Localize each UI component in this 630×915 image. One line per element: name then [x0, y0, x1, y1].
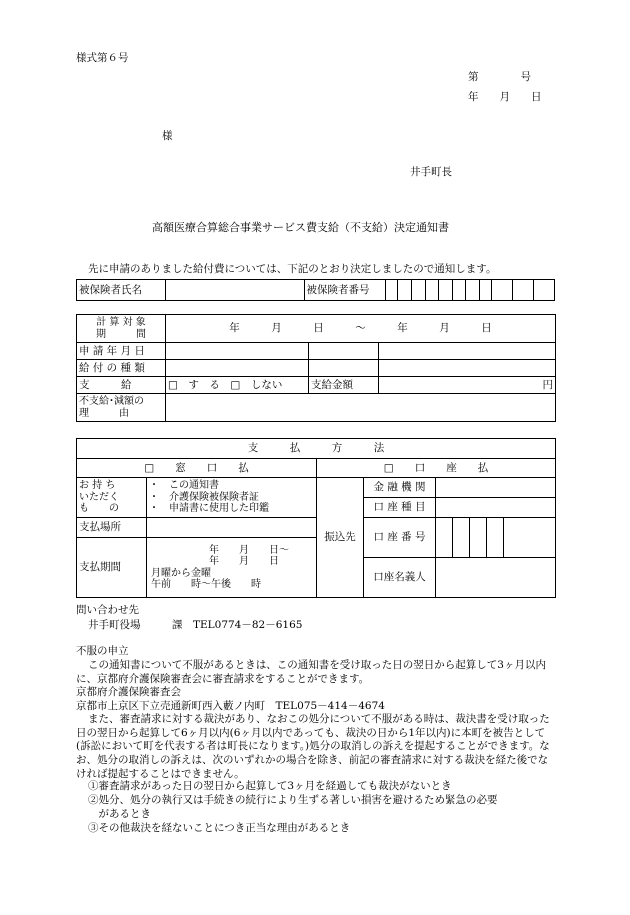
account-type-field: [436, 498, 556, 518]
account-number-digit: [470, 518, 487, 558]
account-number-label: 口 座 番 号: [364, 518, 436, 558]
reason-field: [166, 394, 556, 422]
payment-place-label: 支払場所: [77, 518, 147, 538]
benefit-type-field: [166, 360, 309, 377]
insured-number-digit: [452, 280, 466, 301]
payment-method-header: 支 払 方 法: [77, 439, 556, 459]
payment-amount-value: 円: [379, 377, 556, 394]
appeal-heading: 不服の申立: [76, 645, 129, 657]
reason-label-line1: 不支給･減額の: [79, 396, 144, 407]
payment-period-label: 支払期間: [77, 538, 147, 598]
payment-amount-label: 支給金額: [309, 377, 379, 394]
contact-label: 問い合わせ先: [76, 604, 139, 616]
benefit-type-field-3: [379, 360, 556, 377]
apply-date-field-2: [309, 343, 379, 360]
bring-item: ・ 申請書に使用した印鑑: [149, 503, 269, 515]
appeal-item-2: ②処分、処分の執行又は手続きの続行により生ずる著しい損害を避けるため緊急の必要: [88, 794, 498, 806]
bring-items-list: [147, 478, 317, 518]
appeal-paragraph-2: また、審査請求に対する裁決があり、なおこの処分について不服がある時は、裁決書を受け取った日の翌日から起算して6ヶ月以内(6ヶ月以内であっても、裁決の日から1年以内)に本町を被告として(訴訟において町を代表する者は町長になります。)処分の取消しの訴えを提起することができます。なお、処分の取消しの訴えは、次のいずれかの場合を除き、前記の審査請求に対する裁決を経た後でなければ提起することはできません。: [76, 713, 550, 780]
window-payment-option: □ 窓 口 払: [77, 459, 317, 478]
bring-item: ・ 介護保険被保険者証: [149, 491, 259, 503]
payment-period-hours: 午前 時～午後 時: [151, 579, 261, 590]
insured-number-digit: [425, 280, 439, 301]
payment-method-table: [76, 438, 556, 598]
appeal-paragraph-1: この通知書について不服があるときは、この通知書を受け取った日の翌日から起算して3ヶ月以内に、京都府介護保険審査会に審査請求をすることができます。: [76, 659, 546, 685]
calculation-table: [76, 314, 556, 422]
calc-period-label: [77, 315, 166, 343]
insured-number-digit: [479, 280, 492, 301]
bank-payment-option: □ 口 座 払: [317, 459, 556, 478]
insured-number-digit: [398, 280, 412, 301]
apply-date-field: [166, 343, 309, 360]
account-number-digit: [436, 518, 453, 558]
appeal-item-3: ③その他裁決を経ないことにつき正当な理由があるとき: [88, 822, 351, 834]
payment-period-days: 月曜から金曜: [151, 567, 211, 579]
payment-place-field: [147, 518, 317, 538]
intro-text: 先に申請のありました給付費については、下記のとおり決定しましたので通知します。: [88, 263, 497, 275]
insured-number-digit: [439, 280, 453, 301]
document-date: 年 月 日: [468, 91, 542, 103]
insured-table: [76, 279, 555, 301]
bank-name-label: 金 融 機 関: [364, 478, 436, 498]
document-title: 高額医療合算総合事業サービス費支給（不支給）決定通知書: [152, 221, 449, 234]
apply-date-field-3: [379, 343, 556, 360]
bring-label-line1: お 持 ち: [79, 480, 116, 492]
payment-period-field: [147, 538, 317, 598]
insured-name-label: 被保険者氏名: [77, 280, 166, 301]
payment-options: □ す る □ しない: [166, 377, 309, 394]
insured-number-digit: [492, 280, 513, 301]
recipient-suffix: 様: [162, 130, 173, 142]
contact-office: 井手町役場 課 TEL0774－82－6165: [88, 619, 303, 631]
insured-number-digit: [411, 280, 425, 301]
issuer-name: 井手町長: [410, 166, 452, 178]
account-holder-field: [436, 558, 556, 598]
insured-number-digit: [534, 280, 555, 301]
bring-label-line3: も の: [79, 503, 119, 515]
account-number-digit: [453, 518, 470, 558]
insured-number-label: 被保険者番号: [304, 280, 385, 301]
payment-period-end: 年 月 日: [209, 556, 279, 567]
insured-number-digit: [513, 280, 534, 301]
account-holder-label: 口座名義人: [364, 558, 436, 598]
reason-label-line2: 理 由: [79, 407, 129, 419]
insured-number-digit: [385, 280, 398, 301]
insured-name-field: [165, 280, 304, 301]
appeal-item-1: ①審査請求があった日の翌日から起算して3ヶ月を経過しても裁決がないとき: [88, 780, 452, 792]
apply-date-label: 申 請 年 月 日: [77, 343, 166, 360]
bring-item: ・ この通知書: [149, 480, 219, 492]
calc-period-label-line1: 計 算 対 象: [96, 317, 146, 328]
payment-period-start: 年 月 日～: [209, 544, 289, 556]
benefit-type-label: 給 付 の 種 類: [77, 360, 166, 377]
form-number: 様式第６号: [76, 52, 129, 64]
appeal-council-name: 京都府介護保険審査会: [76, 686, 181, 698]
calc-period-label-line2: 期 間: [96, 328, 146, 340]
insured-number-digit: [466, 280, 480, 301]
appeal-item-2-cont: があるとき: [88, 808, 151, 820]
document-number: 第 号: [468, 71, 531, 83]
bring-label-line2: いただく: [79, 491, 119, 503]
reason-label: [77, 394, 166, 422]
payment-label: 支 給: [77, 377, 166, 394]
transfer-label: 振込先: [317, 478, 364, 598]
benefit-type-field-2: [309, 360, 379, 377]
appeal-council-address: 京都市上京区下立売通新町西入藪ノ内町 TEL075－414－4674: [76, 700, 385, 712]
account-number-digit: [487, 518, 504, 558]
bring-items-label: [77, 478, 147, 518]
account-number-rest: [504, 518, 556, 558]
calc-period-value: 年 月 日 ～ 年 月 日: [166, 315, 556, 343]
account-type-label: 口 座 種 目: [364, 498, 436, 518]
bank-name-field: [436, 478, 556, 498]
